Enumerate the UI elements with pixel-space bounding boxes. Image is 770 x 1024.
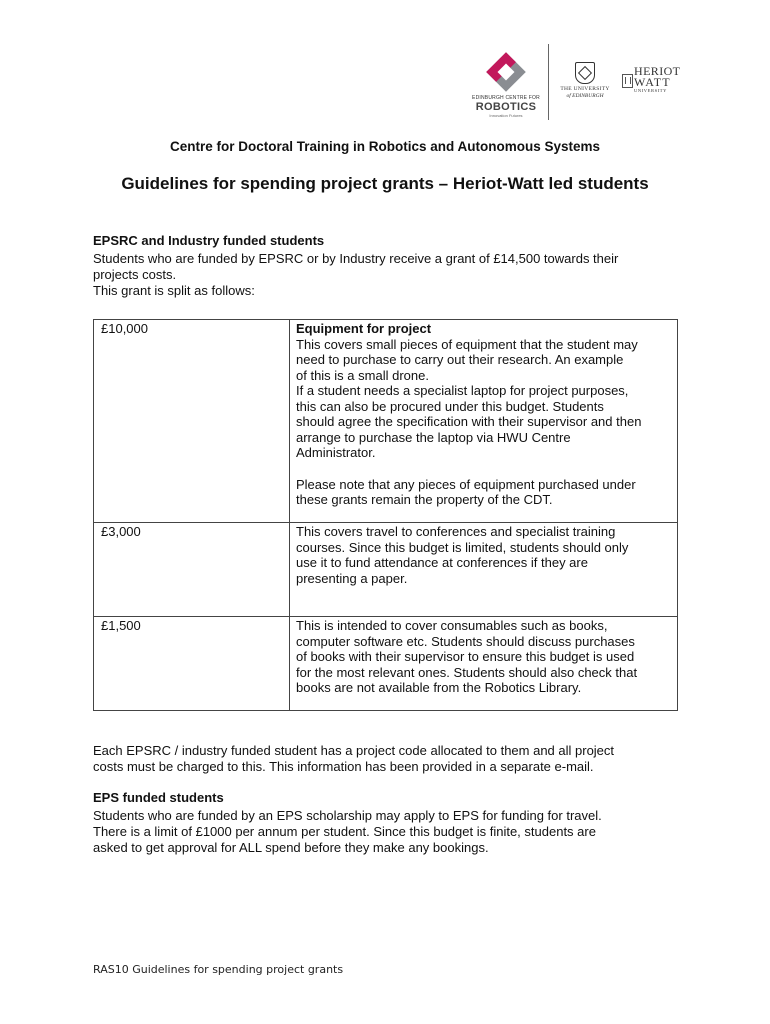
eps-line1: Students who are funded by an EPS scholarship may apply to EPS for funding for travel. bbox=[93, 808, 602, 823]
project-code-line2: costs must be charged to this. This information has been provided in a separate e-mail. bbox=[93, 759, 594, 774]
project-code-paragraph bbox=[93, 743, 614, 775]
robotics-logo-line3: Innovation Futures bbox=[489, 113, 523, 118]
eps-paragraph bbox=[93, 808, 602, 856]
description-line: computer software etc. Students should discuss purchases bbox=[296, 633, 635, 649]
epsrc-intro-line2: projects costs. bbox=[93, 267, 177, 282]
description-line: This covers travel to conferences and specialist training bbox=[296, 524, 616, 539]
table-row bbox=[94, 523, 678, 617]
project-code-line1: Each EPSRC / industry funded student has a project code allocated to them and all project bbox=[93, 743, 615, 758]
edinburgh-logo bbox=[560, 62, 610, 99]
eps-heading: EPS funded students bbox=[93, 790, 224, 805]
heriot-watt-emblem-icon bbox=[622, 74, 633, 88]
hw-logo-line1: HERIOT bbox=[634, 64, 681, 78]
table-row bbox=[94, 617, 678, 711]
eps-line3: asked to get approval for ALL spend before they make any bookings. bbox=[93, 840, 489, 855]
hw-logo-line2: WATT bbox=[634, 75, 671, 89]
grant-amount: £3,000 bbox=[94, 523, 290, 617]
epsrc-intro bbox=[93, 251, 618, 299]
description-line: of books with their supervisor to ensure this budget is used bbox=[296, 649, 635, 664]
description-line: should agree the specification with their supervisor and then bbox=[296, 414, 642, 429]
description-line: This is intended to cover consumables such as books, bbox=[296, 618, 608, 633]
grant-description bbox=[290, 523, 678, 617]
eps-line2: There is a limit of £1000 per annum per student. Since this budget is finite, students are bbox=[93, 824, 596, 839]
description-line: this can also be procured under this budget. Students bbox=[296, 398, 604, 414]
grant-description bbox=[290, 617, 678, 711]
page-footer: RAS10 Guidelines for spending project grants bbox=[93, 963, 344, 976]
grant-split-table bbox=[93, 319, 678, 711]
robotics-logo-line1: EDINBURGH CENTRE FOR bbox=[472, 95, 540, 101]
description-line: for the most relevant ones. Students should also check that bbox=[296, 664, 638, 680]
robotics-diamond-icon bbox=[486, 52, 526, 92]
grant-amount: £1,500 bbox=[94, 617, 290, 711]
page-title: Guidelines for spending project grants – Heriot-Watt led students bbox=[121, 174, 649, 193]
description-line: need to purchase to carry out their research. An example bbox=[296, 352, 624, 367]
grant-amount: £10,000 bbox=[94, 320, 290, 523]
grant-description bbox=[290, 320, 678, 523]
grant-description-heading: Equipment for project bbox=[296, 321, 432, 336]
robotics-logo bbox=[470, 50, 542, 122]
logo-divider bbox=[548, 44, 549, 120]
edinburgh-logo-line1: THE UNIVERSITY bbox=[560, 86, 610, 92]
description-line: books are not available from the Robotics Library. bbox=[296, 680, 582, 695]
description-line: presenting a paper. bbox=[296, 570, 408, 586]
epsrc-intro-line3: This grant is split as follows: bbox=[93, 283, 255, 298]
description-line: arrange to purchase the laptop via HWU Centre bbox=[296, 429, 571, 445]
description-note-line: Please note that any pieces of equipment purchased under bbox=[296, 476, 636, 492]
epsrc-heading: EPSRC and Industry funded students bbox=[93, 233, 325, 248]
description-line: If a student needs a specialist laptop for project purposes, bbox=[296, 383, 629, 398]
description-line: courses. Since this budget is limited, students should only bbox=[296, 539, 629, 555]
description-line: Administrator. bbox=[296, 445, 376, 460]
description-line: of this is a small drone. bbox=[296, 367, 429, 383]
table-row bbox=[94, 320, 678, 523]
epsrc-intro-line1: Students who are funded by EPSRC or by Industry receive a grant of £14,500 towards their bbox=[93, 251, 619, 266]
centre-title: Centre for Doctoral Training in Robotics and Autonomous Systems bbox=[169, 139, 601, 154]
description-line: use it to fund attendance at conferences if they are bbox=[296, 555, 588, 570]
robotics-logo-line2: ROBOTICS bbox=[475, 101, 537, 113]
edinburgh-logo-line2: of EDINBURGH bbox=[566, 93, 604, 99]
edinburgh-crest-icon bbox=[575, 62, 595, 84]
hw-logo-line3: UNIVERSITY bbox=[634, 88, 667, 93]
description-note-line: these grants remain the property of the CDT. bbox=[296, 492, 553, 507]
description-line: This covers small pieces of equipment that the student may bbox=[296, 336, 638, 352]
